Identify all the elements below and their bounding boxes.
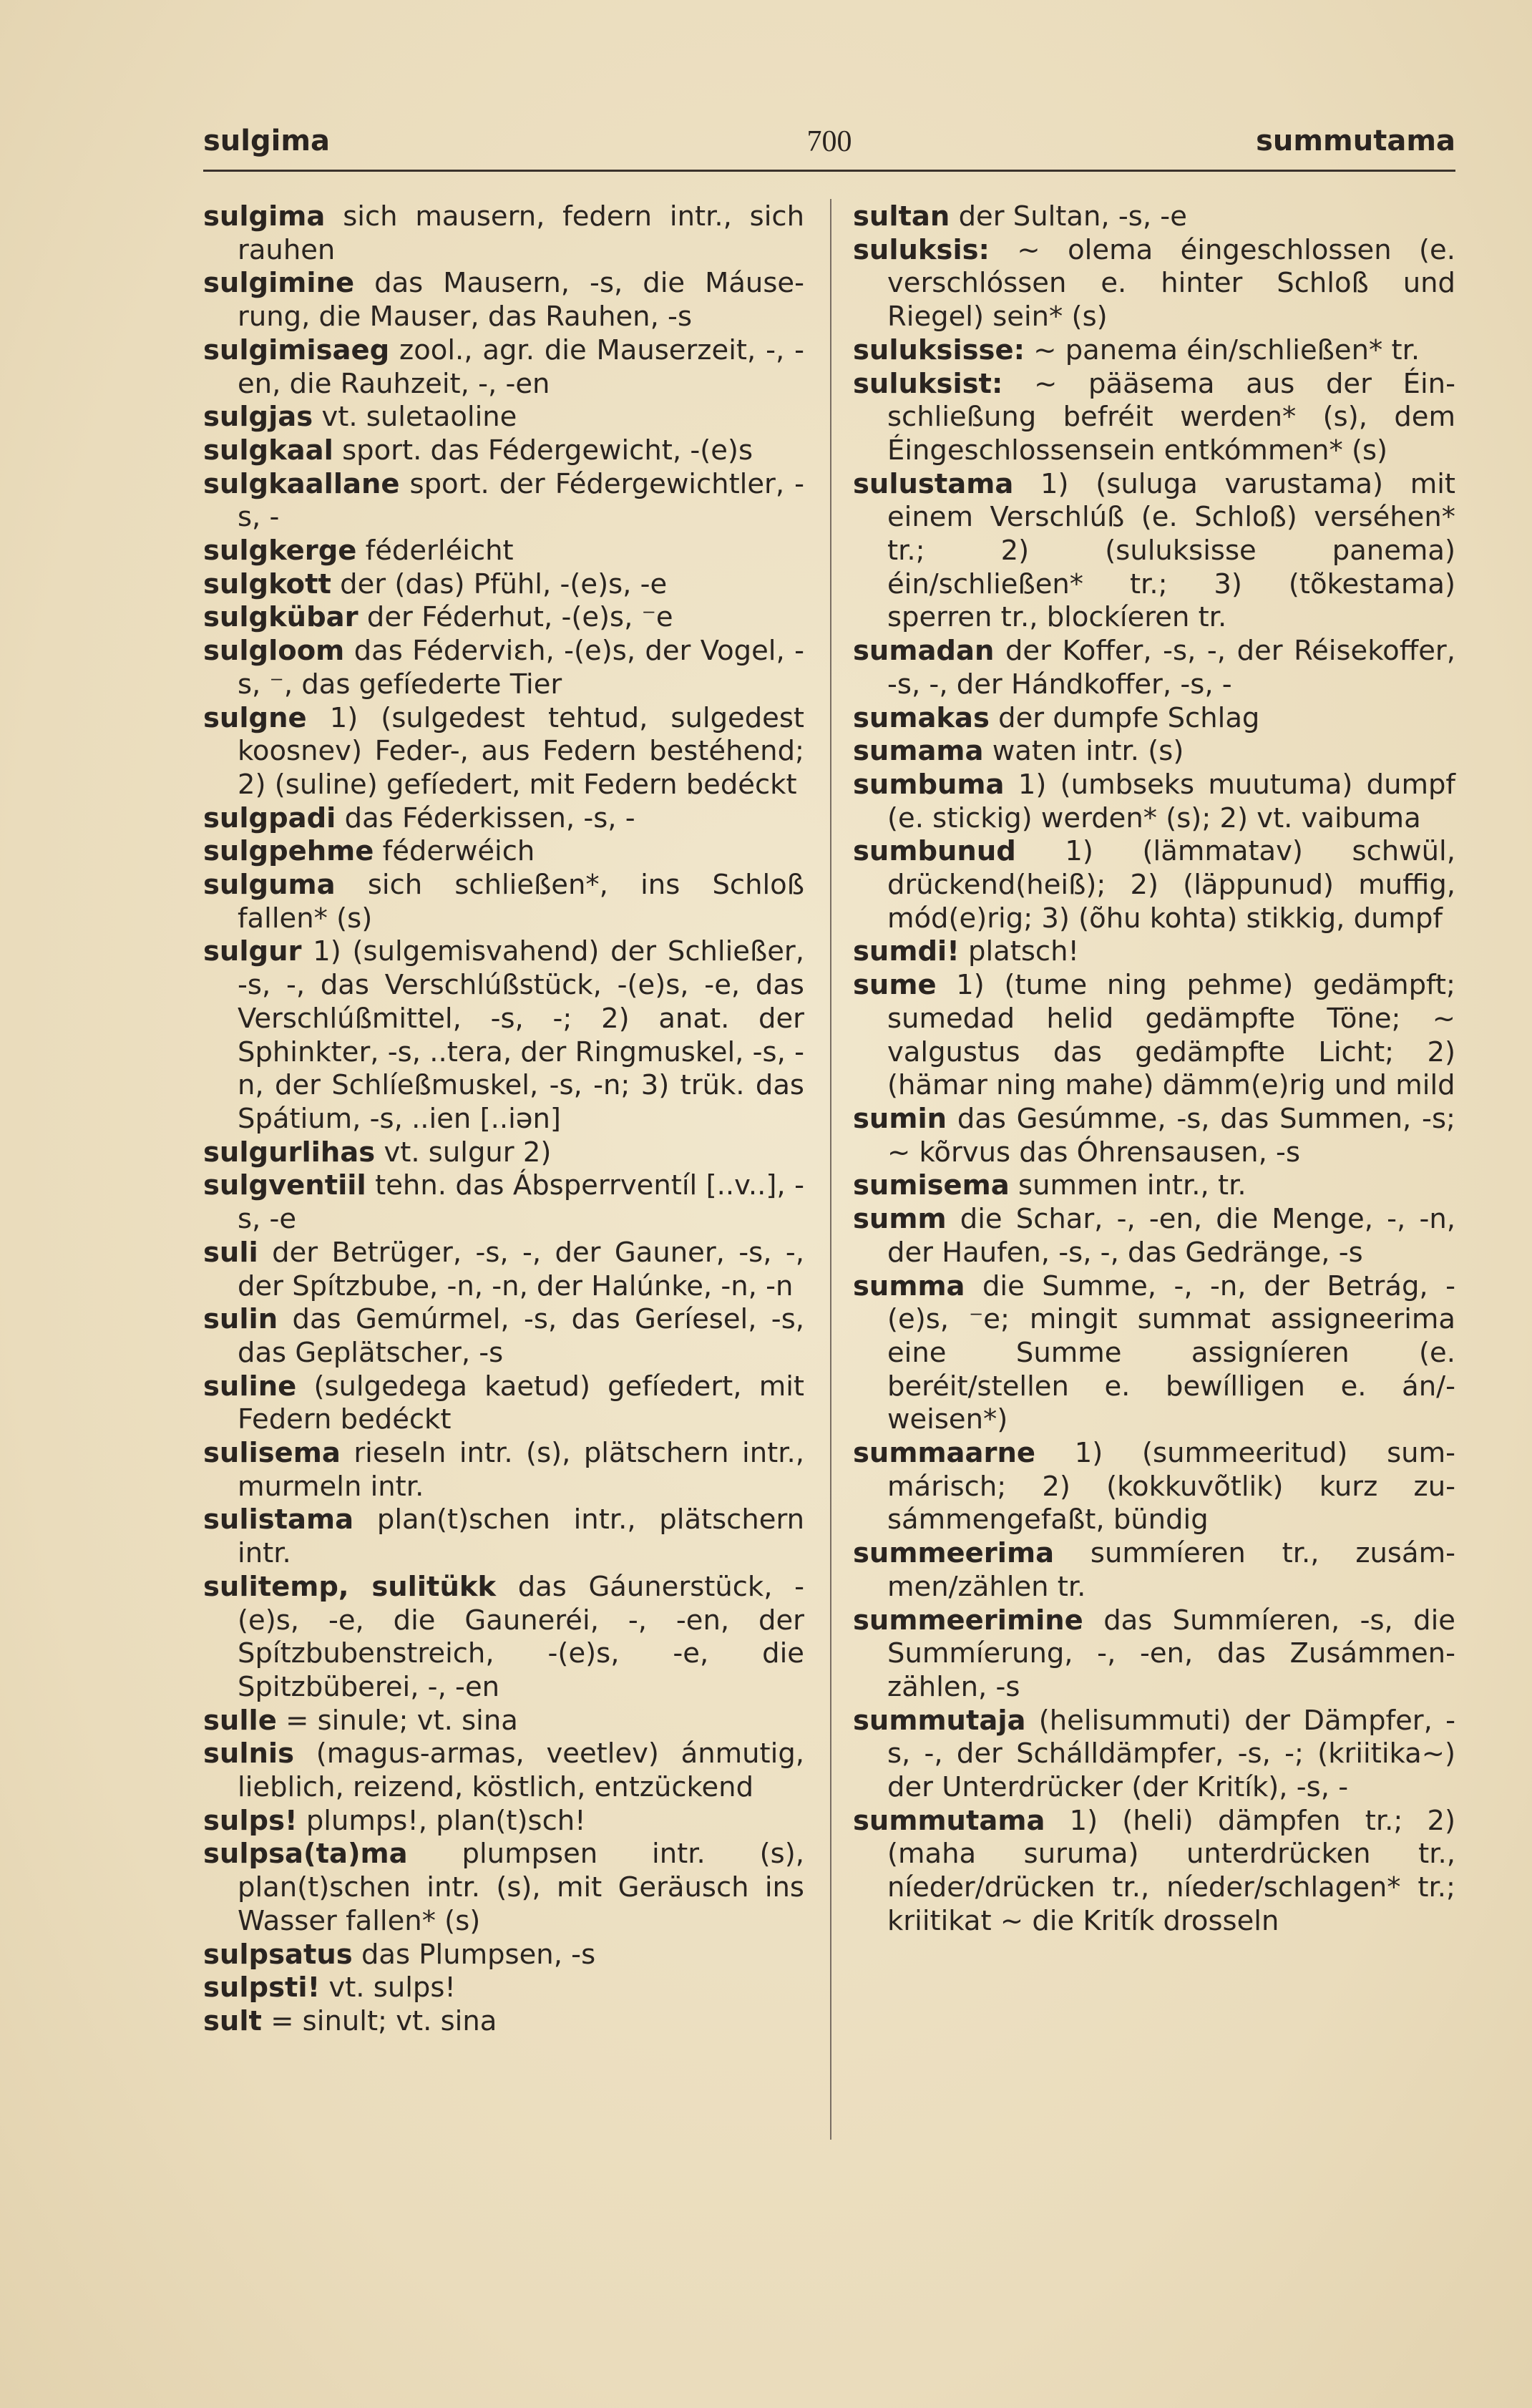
entry-headword: suli: [203, 1236, 258, 1269]
dictionary-entry: [203, 869, 804, 935]
dictionary-entry: [203, 835, 804, 869]
dictionary-entry: [203, 702, 804, 802]
dictionary-entry: [853, 735, 1455, 769]
entry-headword: sumin: [853, 1102, 947, 1135]
entry-definition: sich schließen*, ins Schloß fallen* (s): [238, 869, 804, 935]
entry-definition: die Schar, -, -en, die Menge, -, -n, der Haufen, -s, -, das Gedränge, -s: [887, 1203, 1455, 1269]
dictionary-entry: [853, 769, 1455, 835]
dictionary-entry: [203, 1838, 804, 1938]
entry-definition: 1) (tume ning pehme) gedämpft; sumedad helid gedämpfte Töne; ~ valgustus das gedämpfte Licht; 2) (hämar ning mahe) dämm(e)rig und mild: [887, 969, 1455, 1102]
entry-definition: ~ olema éingeschlossen (e. verschlóssen e. hinter Schloß und Riegel) sein* (s): [887, 233, 1455, 333]
dictionary-entry: [853, 835, 1455, 935]
entry-headword: sulgima: [203, 200, 326, 233]
entry-definition: das Gáunerstück, -(e)s, -e, die Gauneréi, -, -en, der Spítzbubenstreich, -(e)s, -e, die Spitzbüberei, -, -en: [238, 1570, 804, 1703]
running-head-right: summutama: [1256, 125, 1455, 157]
right-column: [853, 200, 1455, 1939]
entry-definition: das Gemúrmel, -s, das Geríesel, -s, das Geplätscher, -s: [238, 1303, 804, 1369]
entry-headword: sumbunud: [853, 835, 1016, 868]
dictionary-entry: [203, 635, 804, 701]
entry-headword: sulin: [203, 1303, 278, 1336]
dictionary-entry: [853, 1437, 1455, 1537]
entry-headword: sulgne: [203, 701, 307, 734]
dictionary-entry: [853, 1270, 1455, 1438]
entry-headword: suluksisse:: [853, 333, 1025, 366]
entry-headword: sulgur: [203, 935, 302, 968]
dictionary-entry: [203, 2005, 804, 2039]
entry-headword: summeerima: [853, 1537, 1055, 1570]
dictionary-entry: [853, 1169, 1455, 1203]
entry-headword: sulnis: [203, 1737, 295, 1770]
entry-definition: 1) (lämmatav) schwül, drückend(heiß); 2) (läppunud) muffig, mód(e)rig; 3) (õhu kohta) stikkig, dumpf: [887, 835, 1455, 935]
entry-headword: sulgkaal: [203, 434, 333, 467]
entry-headword: summ: [853, 1203, 947, 1236]
entry-headword: sumisema: [853, 1169, 1010, 1202]
entry-definition: féderwéich: [382, 835, 535, 868]
entry-definition: waten intr. (s): [992, 735, 1184, 768]
dictionary-entry: [203, 1303, 804, 1370]
dictionary-entry: [203, 1805, 804, 1838]
entry-headword: sulguma: [203, 869, 336, 902]
entry-headword: sulgpehme: [203, 835, 374, 868]
entry-definition: 1) (heli) dämpfen tr.; 2) (maha suruma) unterdrücken tr., níeder/drücken tr., níeder/schlagen* tr.; kriitikat ~ die Kritík drosseln: [887, 1804, 1455, 1937]
entry-definition: 1) (sulgedest tehtud, sulgedest koosnev) Feder-, aus Federn bestéhend; 2) (suline) gefíedert, mit Federn bedéckt: [238, 701, 804, 801]
dictionary-entry: [203, 468, 804, 535]
dictionary-entry: [203, 267, 804, 333]
entry-definition: die Summe, -, -n, der Betrág, -(e)s, ⁻e; mingit summat assigneerima eine Summe assigníeren (e. beréit/stellen e. bewílligen e. án/weisen*): [887, 1269, 1455, 1436]
entry-headword: sulps!: [203, 1804, 298, 1837]
dictionary-entry: [203, 434, 804, 468]
dictionary-entry: [203, 1705, 804, 1738]
dictionary-entry: [853, 1705, 1455, 1805]
entry-definition: der Koffer, -s, -, der Réisekoffer, -s, -, der Hándkoffer, -s, -: [887, 635, 1455, 701]
entry-headword: suline: [203, 1370, 297, 1403]
entry-headword: sulgimine: [203, 267, 355, 300]
entry-definition: sich mausern, federn intr., sich rauhen: [238, 200, 804, 266]
dictionary-entry: [203, 334, 804, 401]
entry-headword: sumbuma: [853, 768, 1005, 801]
dictionary-entry: [203, 1437, 804, 1503]
entry-definition: (magus-armas, veetlev) ánmutig, lieblich, reizend, köstlich, entzückend: [238, 1737, 804, 1804]
entry-headword: sumama: [853, 735, 984, 768]
entry-headword: sulgloom: [203, 635, 345, 668]
entry-definition: der Betrüger, -s, -, der Gauner, -s, -, der Spítzbube, -n, -n, der Halúnke, -n, -n: [238, 1236, 804, 1302]
entry-headword: summutaja: [853, 1704, 1026, 1737]
entry-headword: sulisema: [203, 1437, 341, 1470]
entry-headword: sulgkott: [203, 567, 331, 600]
entry-headword: sumakas: [853, 701, 990, 734]
entry-definition: das Féderkissen, -s, -: [344, 801, 635, 834]
entry-definition: summíeren tr., zusámmen/zählen tr.: [887, 1537, 1455, 1603]
entry-definition: plumpsen intr. (s), plan(t)schen intr. (s), mit Geräusch ins Wasser fallen* (s): [238, 1838, 804, 1937]
dictionary-entry: [203, 401, 804, 434]
header-rule: [203, 170, 1455, 172]
entry-definition: tehn. das Ábsperrventíl [..v..], -s, -e: [238, 1169, 804, 1236]
dictionary-entry: [853, 468, 1455, 635]
entry-headword: sulle: [203, 1704, 277, 1737]
entry-headword: suluksis:: [853, 233, 990, 266]
dictionary-entry: [853, 1537, 1455, 1604]
entry-definition: das Gesúmme, -s, das Summen, -s; ~ kõrvus das Óhrensausen, -s: [887, 1102, 1455, 1169]
entry-definition: 1) (summeeritud) summárisch; 2) (kokkuvõtlik) kurz zusámmengefaßt, bündig: [887, 1437, 1455, 1536]
page-number: 700: [806, 125, 852, 158]
entry-headword: sulgimisaeg: [203, 333, 390, 366]
dictionary-entry: [853, 1604, 1455, 1705]
dictionary-entry: [203, 1503, 804, 1570]
entry-definition: rieseln intr. (s), plätschern intr., murmeln intr.: [238, 1437, 804, 1503]
entry-headword: sulgjas: [203, 401, 313, 434]
entry-definition: zool., agr. die Mauserzeit, -, -en, die Rauhzeit, -, -en: [238, 333, 804, 400]
entry-headword: sulistama: [203, 1503, 354, 1536]
entry-definition: = sinult; vt. sina: [270, 2004, 497, 2037]
entry-headword: sulgventiil: [203, 1169, 366, 1202]
column-divider: [830, 199, 831, 2140]
dictionary-entry: [203, 1136, 804, 1170]
entry-headword: sulitemp, sulitükk: [203, 1570, 497, 1603]
entry-headword: sume: [853, 969, 937, 1002]
dictionary-entry: [203, 1737, 804, 1804]
entry-headword: sulgpadi: [203, 801, 336, 834]
dictionary-entry: [853, 334, 1455, 368]
entry-headword: summeerimine: [853, 1604, 1083, 1637]
entry-definition: plumps!, plan(t)sch!: [306, 1804, 586, 1837]
entry-headword: summaarne: [853, 1437, 1036, 1470]
entry-definition: féderléicht: [365, 535, 514, 567]
entry-definition: (sulgedega kaetud) gefíedert, mit Federn bedéckt: [238, 1370, 804, 1436]
dictionary-entry: [853, 702, 1455, 736]
entry-definition: 1) (sulgemisvahend) der Schließer, -s, -, das Verschlúßstück, -(e)s, -e, das Verschlúßmittel, -s, -; 2) anat. der Sphinkter, -s, ..tera, der Ringmuskel, -s, -n, der Schlíeßmuskel, -s, -n; 3) trük. das Spátium, -s, ..ien [..iən]: [238, 935, 804, 1135]
entry-definition: der (das) Pfühl, -(e)s, -e: [340, 567, 668, 600]
entry-definition: der dumpfe Schlag: [998, 701, 1260, 734]
entry-headword: sulpsatus: [203, 1938, 353, 1971]
entry-headword: suluksist:: [853, 367, 1003, 400]
dictionary-entry: [853, 234, 1455, 334]
page-header: [203, 125, 1455, 167]
dictionary-entry: [853, 1103, 1455, 1169]
entry-definition: vt. suletaoline: [321, 401, 517, 434]
dictionary-entry: [203, 1237, 804, 1303]
left-column: [203, 200, 804, 2039]
entry-headword: sultan: [853, 200, 950, 233]
dictionary-entry: [203, 1971, 804, 2005]
dictionary-entry: [203, 1571, 804, 1705]
entry-definition: summen intr., tr.: [1018, 1169, 1246, 1202]
dictionary-entry: [203, 802, 804, 836]
entry-definition: ~ panema éin/schließen* tr.: [1033, 333, 1420, 366]
entry-definition: plan(t)schen intr., plätschern intr.: [238, 1503, 804, 1570]
dictionary-entry: [853, 200, 1455, 234]
dictionary-entry: [203, 200, 804, 267]
entry-headword: sult: [203, 2004, 262, 2037]
dictionary-entry: [853, 935, 1455, 969]
entry-definition: das Summíeren, -s, die Summíerung, -, -en, das Zusámmenzählen, -s: [887, 1604, 1455, 1703]
entry-definition: der Féderhut, -(e)s, ⁻e: [366, 601, 673, 634]
dictionary-entry: [203, 1169, 804, 1236]
entry-definition: der Sultan, -s, -e: [958, 200, 1187, 233]
entry-headword: sulgkübar: [203, 601, 358, 634]
entry-definition: vt. sulgur 2): [384, 1136, 552, 1169]
entry-definition: platsch!: [968, 935, 1079, 968]
running-head-left: sulgima: [203, 125, 331, 157]
entry-headword: sulpsti!: [203, 1971, 321, 2004]
entry-definition: 1) (umbseks muutuma) dumpf (e. stickig) werden* (s); 2) vt. vaibuma: [887, 768, 1455, 834]
entry-definition: 1) (suluga varustama) mit einem Verschlúß (e. Schloß) verséhen* tr.; 2) (suluksisse panema) éin/schließen* tr.; 3) (tõkestama) sperren tr., blockíeren tr.: [887, 467, 1455, 634]
entry-headword: sumadan: [853, 635, 995, 668]
entry-headword: sumdi!: [853, 935, 960, 968]
entry-definition: sport. das Fédergewicht, -(e)s: [342, 434, 753, 467]
dictionary-entry: [203, 535, 804, 568]
entry-headword: summutama: [853, 1804, 1045, 1837]
entry-definition: das Plumpsen, -s: [361, 1938, 596, 1971]
dictionary-entry: [203, 1939, 804, 1972]
entry-headword: sulpsa(ta)ma: [203, 1838, 408, 1871]
entry-definition: sport. der Fédergewichtler, -s, -: [238, 467, 804, 534]
dictionary-entry: [203, 935, 804, 1136]
entry-headword: summa: [853, 1269, 965, 1302]
entry-definition: das Féderviεh, -(e)s, der Vogel, -s, ⁻, das gefíederte Tier: [238, 635, 804, 701]
dictionary-entry: [853, 969, 1455, 1103]
dictionary-entry: [203, 1370, 804, 1437]
dictionary-entry: [203, 601, 804, 635]
dictionary-entry: [853, 368, 1455, 468]
entry-definition: das Mausern, -s, die Máuserung, die Mauser, das Rauhen, -s: [238, 267, 804, 333]
entry-definition: vt. sulps!: [328, 1971, 456, 2004]
entry-headword: sulgkaallane: [203, 467, 400, 500]
entry-headword: sulgurlihas: [203, 1136, 376, 1169]
dictionary-entry: [853, 1203, 1455, 1269]
entry-definition: (helisummuti) der Dämpfer, -s, -, der Schálldämpfer, -s, -; (kriitika~) der Unterdrücker (der Kritík), -s, -: [887, 1704, 1455, 1804]
dictionary-entry: [853, 1805, 1455, 1939]
entry-headword: sulgkerge: [203, 535, 357, 567]
entry-definition: = sinule; vt. sina: [286, 1704, 518, 1737]
entry-headword: sulustama: [853, 467, 1014, 500]
dictionary-entry: [203, 568, 804, 602]
dictionary-entry: [853, 635, 1455, 701]
entry-definition: ~ pääsema aus der Éinschließung befréit werden* (s), dem Éingeschlossensein entkómmen* (s): [887, 367, 1455, 467]
